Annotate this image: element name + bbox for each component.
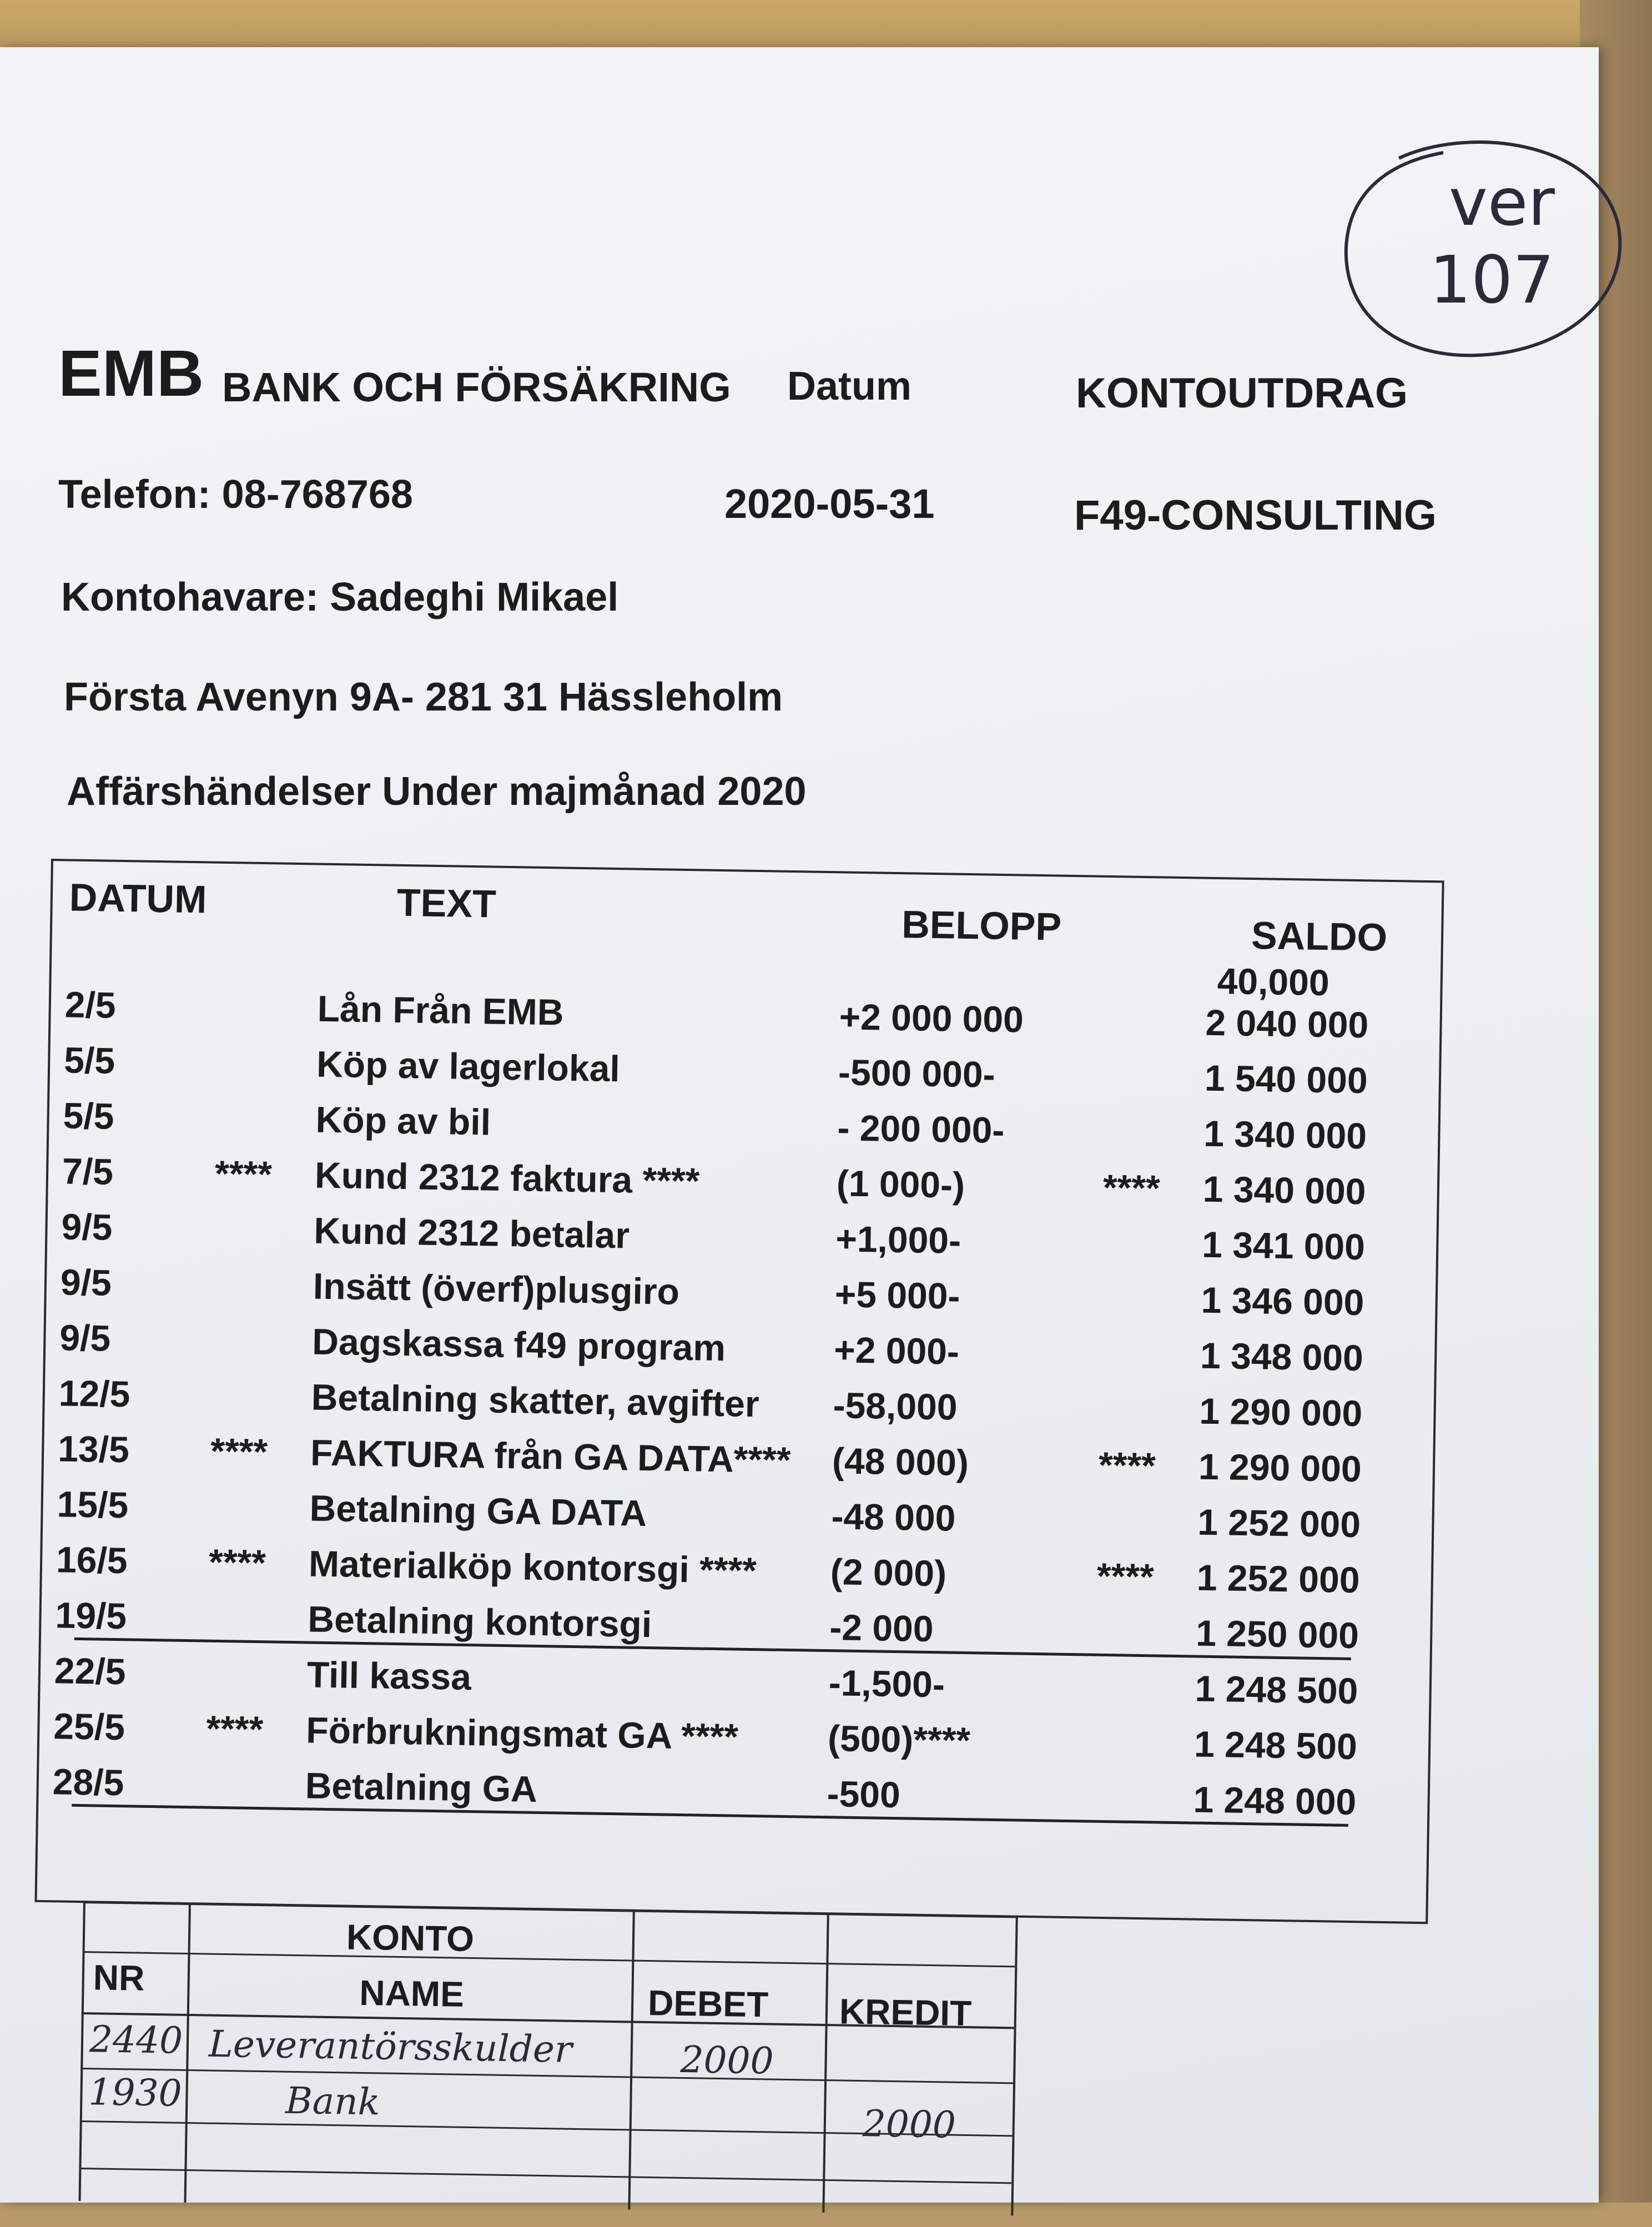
account-name: Bank <box>285 2079 381 2124</box>
row-text: Betalning skatter, avgifter <box>311 1376 760 1425</box>
row-date: 22/5 <box>54 1650 127 1692</box>
row-amount: -1,500- <box>828 1662 945 1705</box>
row-date: 5/5 <box>63 1095 115 1137</box>
row-balance: 1 340 000 <box>1203 1112 1367 1157</box>
row-balance: 1 341 000 <box>1201 1223 1366 1268</box>
row-balance: 1 248 000 <box>1193 1778 1357 1823</box>
row-text: Betalning GA DATA <box>309 1487 647 1534</box>
row-balance: 1 290 000 <box>1198 1445 1362 1490</box>
row-marker: **** <box>1098 1444 1156 1487</box>
konto-group-header: KONTO <box>346 1917 475 1959</box>
verification-stamp <box>1332 130 1632 375</box>
row-text: Lån Från EMB <box>317 987 565 1033</box>
date-label: Datum <box>787 364 912 409</box>
stamp-number: 107 <box>1429 241 1555 318</box>
row-underline <box>72 1804 1348 1827</box>
debit-value: 2000 <box>680 2038 774 2083</box>
row-amount: +1,000- <box>835 1218 961 1261</box>
column-header-date: DATUM <box>69 875 208 921</box>
row-amount: -500 <box>827 1773 901 1816</box>
row-text: Kund 2312 faktura **** <box>314 1154 700 1202</box>
row-text: Materialköp kontorsgi **** <box>308 1543 757 1591</box>
name-header: NAME <box>359 1972 465 2014</box>
row-date: 5/5 <box>63 1039 115 1081</box>
row-amount: - 200 000- <box>837 1107 1005 1151</box>
phone-number: Telefon: 08-768768 <box>58 472 413 517</box>
column-header-amount: BELOPP <box>901 903 1062 949</box>
row-date: 25/5 <box>53 1705 125 1748</box>
row-amount: -2 000 <box>829 1606 934 1650</box>
row-text: Förbrukningsmat GA **** <box>305 1709 739 1757</box>
column-header-text: TEXT <box>396 880 497 926</box>
row-underline <box>74 1638 1351 1660</box>
row-amount: (48 000) <box>832 1440 969 1484</box>
row-marker: **** <box>208 1541 266 1584</box>
row-balance: 1 248 500 <box>1195 1667 1358 1712</box>
row-balance: 1 348 000 <box>1200 1334 1364 1379</box>
account-name: Leverantörsskulder <box>208 2022 573 2071</box>
transaction-table <box>34 859 1444 1924</box>
row-amount: +2 000 000 <box>839 996 1024 1040</box>
row-date: 2/5 <box>64 984 117 1026</box>
account-nr: 2440 <box>89 2018 183 2062</box>
row-date: 7/5 <box>62 1150 114 1192</box>
row-date: 28/5 <box>52 1761 124 1803</box>
bank-name: BANK OCH FÖRSÄKRING <box>222 364 731 410</box>
period-heading: Affärshändelser Under majmånad 2020 <box>67 769 807 814</box>
row-balance: 1 340 000 <box>1202 1168 1367 1212</box>
debit-header: DEBET <box>647 1983 769 2025</box>
row-marker: **** <box>214 1152 273 1195</box>
row-date: 9/5 <box>59 1317 111 1359</box>
column-header-balance: SALDO <box>1251 913 1388 959</box>
row-amount: +5 000- <box>834 1273 961 1317</box>
row-marker: **** <box>1096 1555 1155 1598</box>
row-text: Till kassa <box>306 1654 472 1698</box>
row-text: Köp av lagerlokal <box>316 1043 621 1090</box>
opening-balance: 40,000 <box>1217 960 1330 1004</box>
document-title: KONTOUTDRAG <box>1076 370 1408 417</box>
row-date: 9/5 <box>60 1261 112 1303</box>
row-amount: -500 000- <box>838 1051 996 1095</box>
row-text: Betalning kontorsgi <box>307 1598 652 1645</box>
row-text: Kund 2312 betalar <box>313 1210 630 1256</box>
account-entry-table <box>78 1901 1027 2227</box>
row-date: 12/5 <box>58 1372 130 1415</box>
row-amount: (1 000-) <box>836 1162 965 1206</box>
row-balance: 2 040 000 <box>1205 1001 1369 1046</box>
account-holder: Kontohavare: Sadeghi Mikael <box>61 575 619 619</box>
company-name: F49-CONSULTING <box>1074 492 1437 539</box>
row-text: FAKTURA från GA DATA**** <box>310 1432 792 1481</box>
row-amount: (500)**** <box>827 1717 971 1761</box>
row-date: 9/5 <box>61 1206 113 1248</box>
row-amount: (2 000) <box>830 1551 947 1594</box>
row-text: Dagskassa f49 program <box>311 1321 726 1369</box>
row-balance: 1 290 000 <box>1199 1390 1363 1434</box>
bank-statement-sheet <box>0 47 1599 2203</box>
row-text: Köp av bil <box>315 1099 491 1143</box>
row-date: 16/5 <box>56 1539 128 1581</box>
stamp-label: ver <box>1449 164 1555 240</box>
row-balance: 1 252 000 <box>1197 1501 1361 1545</box>
row-text: Betalning GA <box>305 1765 538 1810</box>
row-balance: 1 252 000 <box>1196 1556 1361 1601</box>
statement-date: 2020-05-31 <box>724 481 935 527</box>
row-balance: 1 248 500 <box>1193 1723 1358 1767</box>
credit-header: KREDIT <box>839 1991 972 2034</box>
row-date: 19/5 <box>55 1594 127 1637</box>
row-date: 15/5 <box>57 1483 129 1526</box>
row-amount: +2 000- <box>833 1329 960 1372</box>
credit-value: 2000 <box>862 2102 956 2147</box>
row-date: 13/5 <box>57 1428 130 1470</box>
row-balance: 1 346 000 <box>1201 1279 1364 1323</box>
row-amount: -58,000 <box>833 1384 958 1428</box>
row-text: Insätt (överf)plusgiro <box>313 1265 680 1312</box>
row-balance: 1 540 000 <box>1204 1057 1368 1101</box>
row-marker: **** <box>210 1430 268 1473</box>
address: Första Avenyn 9A- 281 31 Hässleholm <box>64 675 783 719</box>
account-nr: 1930 <box>88 2070 183 2115</box>
row-balance: 1 250 000 <box>1195 1612 1359 1656</box>
row-marker: **** <box>205 1707 264 1750</box>
row-amount: -48 000 <box>830 1495 956 1539</box>
row-marker: **** <box>1102 1166 1161 1209</box>
bank-logo: EMB <box>58 337 204 410</box>
nr-header: NR <box>93 1957 145 1998</box>
